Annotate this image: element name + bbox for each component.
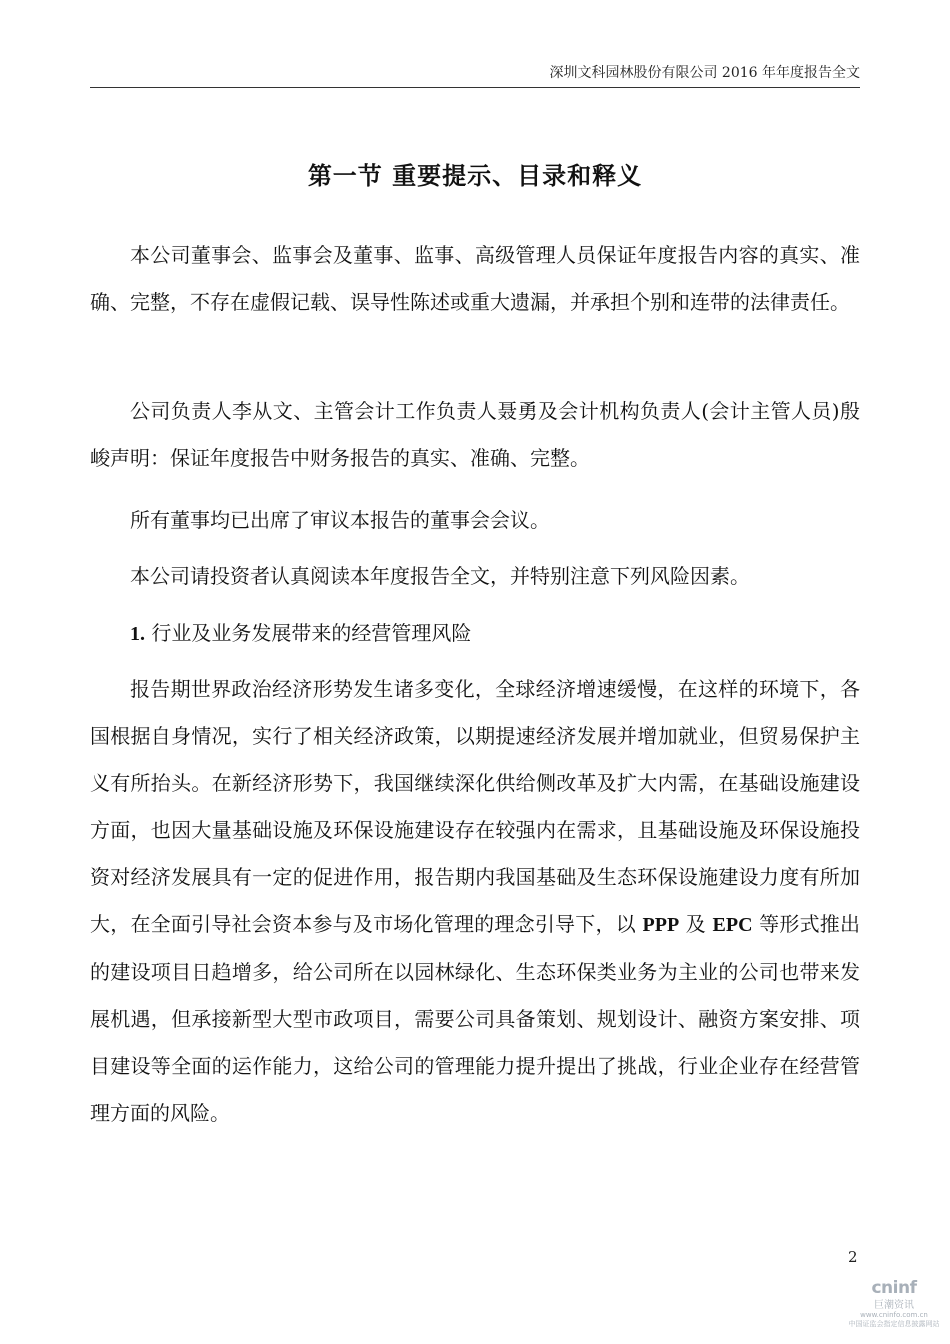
watermark-tagline: 中国证监会指定信息披露网站 — [848, 1320, 940, 1328]
paragraph-text: 本公司董事会、监事会及董事、监事、高级管理人员保证年度报告内容的真实、准确、完整，不存在虚假记载、误导性陈述或重大遗漏，并承担个别和连带的法律责任。 — [90, 243, 860, 314]
paragraph-risk-description — [90, 666, 860, 1137]
watermark-url: www.cninfo.com.cn — [860, 1311, 928, 1319]
term-ppp: PPP — [642, 914, 680, 936]
term-epc: EPC — [712, 914, 753, 936]
header-divider — [90, 87, 860, 88]
paragraph-investor-notice — [90, 553, 860, 600]
section-title: 第一节 重要提示、目录和释义 — [307, 161, 643, 190]
paragraph-responsible-persons — [90, 388, 860, 482]
paragraph-text-c: 等形式推出的建设项目日趋增多，给公司所在以园林绿化、生态环保类业务为主业的公司也带来发展机遇，但承接新型大型市政项目，需要公司具备策划、规划设计、融资方案安排、项目建设等全面的运作能力，这给公司的管理能力提升提出了挑战，行业企业存在经营管理方面的风险。 — [90, 912, 861, 1125]
cninfo-watermark — [840, 1278, 948, 1342]
paragraph-text: 公司负责人李从文、主管会计工作负责人聂勇及会计机构负责人(会计主管人员)殷峻声明：保证年度报告中财务报告的真实、准确、完整。 — [90, 399, 860, 470]
paragraph-text-a: 报告期世界政治经济形势发生诸多变化，全球经济增速缓慢，在这样的环境下，各国根据自身情况，实行了相关经济政策，以期提速经济发展并增加就业，但贸易保护主义有所抬头。在新经济形势下，我国继续深化供给侧改革及扩大内需，在基础设施建设方面，也因大量基础设施及环保设施建设存在较强内在需求，且基础设施及环保设施投资对经济发展具有一定的促进作用，报告期内我国基础及生态环保设施建设力度有所加大，在全面引导社会资本参与及市场化管理的理念引导下，以 — [90, 677, 860, 936]
paragraph-text: 所有董事均已出席了审议本报告的董事会会议。 — [130, 508, 550, 532]
paragraph-text: 本公司请投资者认真阅读本年度报告全文，并特别注意下列风险因素。 — [130, 564, 750, 588]
risk-number: 1. — [130, 623, 145, 645]
paragraph-text-b: 及 — [679, 912, 713, 936]
watermark-name: 巨潮资讯 — [874, 1300, 914, 1311]
paragraph-board-guarantee — [90, 232, 860, 326]
paragraph-directors-attendance — [90, 497, 860, 544]
running-header: 深圳文科园林股份有限公司 2016 年年度报告全文 — [549, 65, 860, 81]
risk-heading-text: 行业及业务发展带来的经营管理风险 — [151, 621, 472, 645]
page-number: 2 — [848, 1248, 858, 1266]
risk-heading-1 — [90, 610, 860, 658]
watermark-logo: cninf — [871, 1278, 917, 1298]
